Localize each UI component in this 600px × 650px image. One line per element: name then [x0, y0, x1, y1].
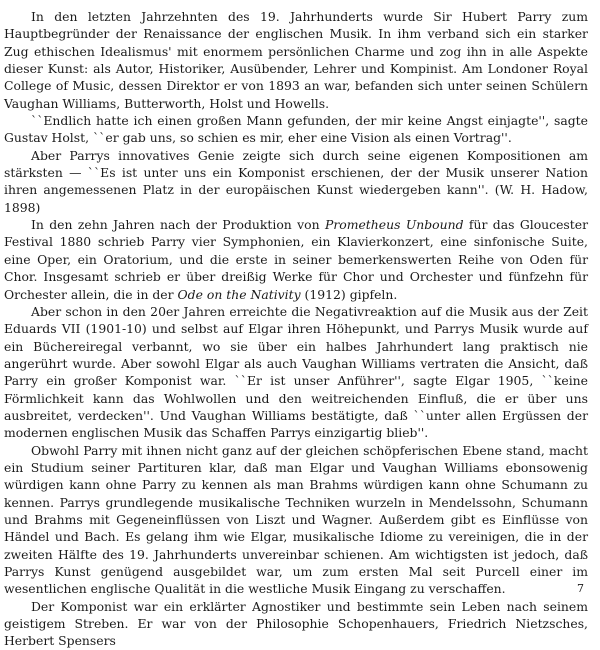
paragraph-hadow-quote: Aber Parrys innovatives Genie zeigte sich durch seine eigenen Kompositionen am stärksten — ``Es ist unter uns ein Komponist erschienen, der der Musik unserer Nation ihren angemessenen Platz in der europäischen Kunst wiedergeben kann''. (W. H. Hadow, 1898) — [4, 147, 588, 215]
paragraph-negative-reaction: Aber schon in den 20er Jahren erreichte die Negativreaktion auf die Musik aus der Zeit Eduards VII (1901-10) und selbst auf Elgar ihren Höhepunkt, und Parrys Musik wurde auf ein Büchereiregal verbannt, wo sie über ein halbes Jahrhundert lang praktisch nie angerührt wurde. Aber sowohl Elgar als auch Vaughan Williams vertraten die Ansicht, daß Parry ein großer Komponist war. ``Er ist unser Anführer'', sagte Elgar 1905, ``keine Förmlichkeit kann das Wohlwollen und den weitreichenden Einfluß, die er über uns ausbreitet, verdecken''. Und Vaughan Williams bestätigte, daß ``unter allen Ergüssen der modernen englischen Musik das Schaffen Parrys einzigartig blieb''. — [4, 303, 588, 441]
body-text — [4, 8, 588, 650]
work-title: Prometheus Unbound — [325, 217, 464, 233]
paragraph-influences: Obwohl Parry mit ihnen nicht ganz auf der gleichen schöpferischen Ebene stand, macht ein Studium seiner Partituren klar, daß man Elgar und Vaughan Williams ebonsowenig würdigen kann ohne Parry zu kennen als man Brahms würdigen kann ohne Schumann zu kennen. Parrys grundlegende musikalische Techniken wurzeln in Mendelssohn, Schumann und Brahms mit Gegeneinflüssen von Liszt und Wagner. Außerdem gibt es Einflüsse von Händel und Bach. Es gelang ihm wie Elgar, musikalische Idiome zu vereinigen, die in der zweiten Hälfte des 19. Jahrhunderts unvereinbar schienen. Am wichtigsten ist jedoch, daß Parrys Kunst genügend ausgebildet war, um zum ersten Mal seit Purcell einer im wesentlichen englische Qualität in die westliche Musik Eingang zu verschaffen. — [4, 442, 588, 597]
page-number: 7 — [577, 582, 584, 595]
paragraph-agnostic: Der Komponist war ein erklärter Agnostiker und bestimmte sein Leben nach seinem geistigem Streben. Er war von der Philosophie Schopenhauers, Friedrich Nietzsches, Herbert Spensers — [4, 598, 588, 649]
work-title: Ode on the Nativity — [177, 286, 301, 302]
paragraph-holst-quote: ``Endlich hatte ich einen großen Mann gefunden, der mir keine Angst einjagte'', sagte Gustav Holst, ``er gab uns, so schien es mir, eher eine Vision als einen Vortrag''. — [4, 113, 588, 146]
paragraph-intro: In den letzten Jahrzehnten des 19. Jahrhunderts wurde Sir Hubert Parry zum Hauptbegründer der Renaissance der englischen Musik. In ihm verband sich ein starker Zug ethischen Idealismus' mit enormem persönlichen Charme und zog ihn in alle Aspekte dieser Kunst: als Autor, Historiker, Ausübender, Lehrer und Kompinist. Am Londoner Royal College of Music, dessen Direktor er von 1893 an war, befanden sich unter seinen Schülern Vaughan Williams, Butterworth, Holst und Howells. — [4, 9, 588, 111]
paragraph-works: In den zehn Jahren nach der Produktion von Prometheus Unbound für das Gloucester Festival 1880 schrieb Parry vier Symphonien, ein Klavierkonzert, eine sinfonische Suite, eine Oper, ein Oratorium, und die erste in seiner bemerkenswerten Reihe von Oden für Chor. Insgesamt schrieb er über dreißig Werke für Chor und Orchester und fünfzehn für Orchester allein, die in der Ode on the Nativity (1912) gipfeln. — [4, 217, 589, 302]
